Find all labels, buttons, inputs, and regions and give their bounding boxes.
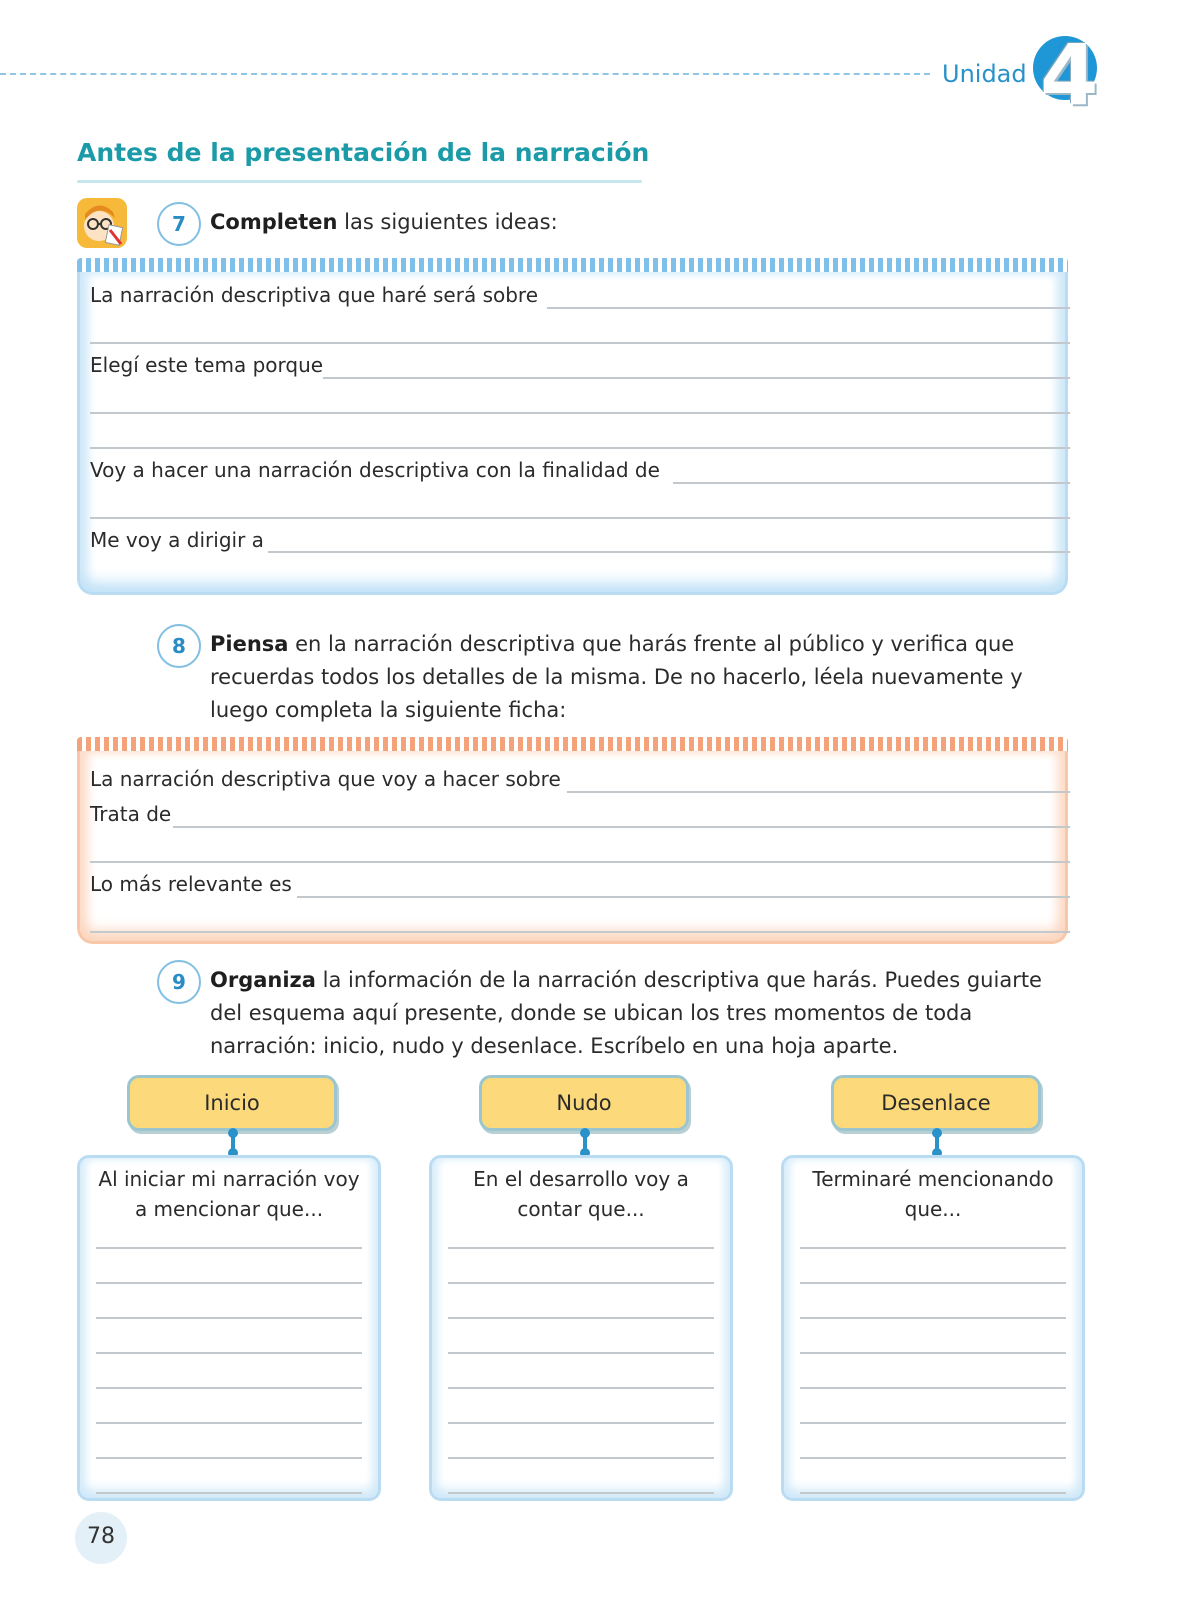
activity-7-instruction bbox=[210, 206, 558, 239]
activity-7-blank-2b[interactable] bbox=[90, 412, 1070, 414]
activity-8-line-2-label: Trata de bbox=[90, 802, 172, 826]
organizer-tag-desenlace: Desenlace bbox=[831, 1075, 1041, 1131]
organizer-write-line[interactable] bbox=[448, 1352, 714, 1354]
activity-8-text-3: luego completa la siguiente ficha: bbox=[210, 698, 567, 722]
activity-8-blank-3[interactable] bbox=[297, 896, 1070, 898]
organizer-prompt-desenlace bbox=[788, 1164, 1078, 1224]
organizer-write-line[interactable] bbox=[800, 1247, 1066, 1249]
activity-7-line-3-label: Voy a hacer una narración descriptiva con la finalidad de bbox=[90, 458, 660, 482]
activity-8-line-1-label: La narración descriptiva que voy a hacer sobre bbox=[90, 767, 561, 791]
organizer-write-line[interactable] bbox=[96, 1457, 362, 1459]
organizer-prompt-nudo bbox=[436, 1164, 726, 1224]
organizer-write-line[interactable] bbox=[800, 1282, 1066, 1284]
activity-7-line-1-label: La narración descriptiva que haré será sobre bbox=[90, 283, 539, 307]
organizer-write-line[interactable] bbox=[448, 1457, 714, 1459]
activity-8-blank-3b[interactable] bbox=[90, 931, 1070, 933]
organizer-prompt-nudo-line-1: En el desarrollo voy a bbox=[473, 1167, 689, 1191]
unit-label: Unidad bbox=[942, 60, 1027, 88]
organizer-write-line[interactable] bbox=[96, 1422, 362, 1424]
organizer-prompt-desenlace-line-2: que... bbox=[904, 1197, 962, 1221]
activity-8-text-1: en la narración descriptiva que harás frente al público y verifica que bbox=[288, 632, 1015, 656]
activity-7-blank-4[interactable] bbox=[268, 551, 1070, 553]
activity-7-blank-3b[interactable] bbox=[90, 517, 1070, 519]
activity-7-blank-1b[interactable] bbox=[90, 342, 1070, 344]
organizer-prompt-inicio bbox=[84, 1164, 374, 1224]
organizer-write-line[interactable] bbox=[800, 1422, 1066, 1424]
activity-8-blank-1[interactable] bbox=[567, 791, 1070, 793]
activity-9-text-2: del esquema aquí presente, donde se ubican los tres momentos de toda bbox=[210, 1001, 973, 1025]
organizer-tag-inicio: Inicio bbox=[127, 1075, 337, 1131]
organizer-write-line[interactable] bbox=[96, 1352, 362, 1354]
organizer-write-line[interactable] bbox=[448, 1317, 714, 1319]
activity-8-line-3-label: Lo más relevante es bbox=[90, 872, 292, 896]
page-number: 78 bbox=[87, 1524, 115, 1549]
activity-8-text-2: recuerdas todos los detalles de la misma. De no hacerlo, léela nuevamente y bbox=[210, 665, 1023, 689]
activity-7-line-2-label: Elegí este tema porque bbox=[90, 353, 324, 377]
organizer-write-line[interactable] bbox=[96, 1317, 362, 1319]
activity-9-instruction bbox=[210, 964, 1110, 1063]
organizer-tag-nudo: Nudo bbox=[479, 1075, 689, 1131]
activity-9-text-3: narración: inicio, nudo y desenlace. Escríbelo en una hoja aparte. bbox=[210, 1034, 899, 1058]
organizer-prompt-desenlace-line-1: Terminaré mencionando bbox=[812, 1167, 1054, 1191]
activity-8-number-badge: 8 bbox=[157, 624, 201, 668]
title-underline bbox=[77, 180, 642, 183]
organizer-write-line[interactable] bbox=[96, 1492, 362, 1494]
organizer-write-line[interactable] bbox=[448, 1247, 714, 1249]
organizer-prompt-nudo-line-2: contar que... bbox=[517, 1197, 645, 1221]
activity-8-verb: Piensa bbox=[210, 632, 289, 656]
organizer-write-line[interactable] bbox=[448, 1492, 714, 1494]
activity-8-instruction bbox=[210, 628, 1090, 727]
unit-number: 4 bbox=[1040, 26, 1099, 124]
organizer-write-line[interactable] bbox=[96, 1282, 362, 1284]
organizer-write-line[interactable] bbox=[800, 1457, 1066, 1459]
section-title: Antes de la presentación de la narración bbox=[77, 138, 650, 167]
activity-7-text: las siguientes ideas: bbox=[337, 210, 558, 234]
organizer-prompt-inicio-line-1: Al iniciar mi narración voy bbox=[98, 1167, 360, 1191]
activity-9-number-badge: 9 bbox=[157, 960, 201, 1004]
activity-7-blank-2[interactable] bbox=[323, 377, 1070, 379]
organizer-write-line[interactable] bbox=[800, 1387, 1066, 1389]
student-avatar-icon bbox=[77, 198, 127, 248]
header-dashed-rule bbox=[0, 73, 930, 75]
activity-7-blank-2c[interactable] bbox=[90, 447, 1070, 449]
organizer-write-line[interactable] bbox=[448, 1282, 714, 1284]
organizer-write-line[interactable] bbox=[800, 1352, 1066, 1354]
organizer-write-line[interactable] bbox=[800, 1317, 1066, 1319]
activity-8-blank-2[interactable] bbox=[173, 826, 1070, 828]
organizer-write-line[interactable] bbox=[448, 1387, 714, 1389]
activity-9-text-1: la información de la narración descriptiva que harás. Puedes guiarte bbox=[315, 968, 1042, 992]
activity-7-verb: Completen bbox=[210, 210, 338, 234]
organizer-write-line[interactable] bbox=[96, 1387, 362, 1389]
organizer-write-line[interactable] bbox=[448, 1422, 714, 1424]
activity-7-number-badge: 7 bbox=[157, 202, 201, 246]
activity-7-blank-3[interactable] bbox=[673, 482, 1070, 484]
activity-8-blank-2b[interactable] bbox=[90, 861, 1070, 863]
activity-7-line-4-label: Me voy a dirigir a bbox=[90, 528, 264, 552]
activity-7-blank-1[interactable] bbox=[547, 307, 1070, 309]
organizer-prompt-inicio-line-2: a mencionar que... bbox=[134, 1197, 324, 1221]
organizer-write-line[interactable] bbox=[800, 1492, 1066, 1494]
organizer-write-line[interactable] bbox=[96, 1247, 362, 1249]
activity-9-verb: Organiza bbox=[210, 968, 316, 992]
